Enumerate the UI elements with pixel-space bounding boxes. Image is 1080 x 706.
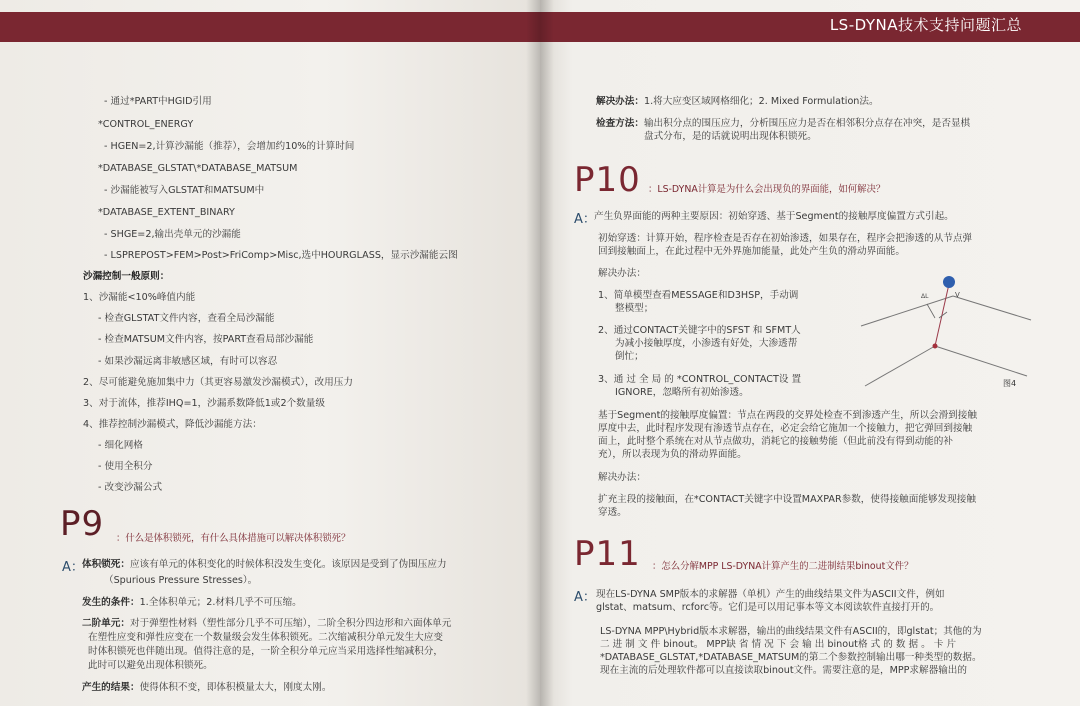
p10-seg-line: 充），所以表现为负的滑动界面能。 xyxy=(598,449,747,460)
p10-question: ：LS-DYNA计算是为什么会出现负的界面能，如何解决？ xyxy=(648,184,886,195)
p10-step: 2、通过CONTACT关键字中的SFST 和 SFMT人 xyxy=(598,325,801,336)
p10-seg-line: 基于Segment的接触厚度偏置：节点在两段的交界处检查不到渗透产生，所以会滑到接触 xyxy=(598,410,977,421)
figure-v-label: V xyxy=(955,291,960,299)
p9-second-line: 在塑性应变和弹性应变在一个数量级会发生体积锁死。二次缩减积分单元发生大应变 xyxy=(88,632,443,643)
p10-solve2-line: 扩充主段的接触面，在*CONTACT关键字中设置MAXPAR参数，使得接触面能够发现接触 xyxy=(598,494,976,505)
text-line: *DATABASE_GLSTAT\*DATABASE_MATSUM xyxy=(98,163,298,174)
section-heading: 沙漏控制一般原则： xyxy=(83,271,170,282)
rule-item: - 改变沙漏公式 xyxy=(98,482,163,493)
p10-step: 为减小接触厚度，小渗透有好处，大渗透帮 xyxy=(615,338,798,349)
figure-segment-line xyxy=(953,296,1031,320)
rule-item: - 细化网格 xyxy=(98,440,143,451)
left-header-band xyxy=(0,12,540,42)
check-line: 盘式分布，是的话就说明出现体积锁死。 xyxy=(644,131,817,142)
p11-answer-line: glstat、matsum、rcforc等。它们是可以用记事本等文本阅读软件直接打开的。 xyxy=(596,602,940,613)
figure-node-icon xyxy=(943,276,955,288)
p9-answer-marker: A： xyxy=(62,560,84,575)
figure-arrow xyxy=(939,312,947,318)
p9-answer-label: 体积锁死： xyxy=(82,559,130,570)
p10-step: IGNORE，忽略所有初始渗透。 xyxy=(615,387,749,398)
p11-mpp-line: LS-DYNA MPP\Hybrid版本求解器，输出的曲线结果文件有ASCII的，即glstat；其他的为 xyxy=(600,626,982,637)
p10-solve2-line: 穿透。 xyxy=(598,507,627,518)
p9-cond-text: 1.全体积单元；2.材料几乎不可压缩。 xyxy=(139,597,302,608)
rule-item: - 检查MATSUM文件内容，按PART查看局部沙漏能 xyxy=(98,334,314,345)
p10-seg-line: 厚度中去，此时程序发现有渗透节点存在，必定会给它施加一个接触力，把它弹回到接触 xyxy=(598,423,973,434)
text-line: - HGEN=2,计算沙漏能（推荐），会增加约10%的计算时间 xyxy=(104,141,355,152)
p10-step: 3、通 过 全 局 的 *CONTROL_CONTACT设 置 xyxy=(598,374,802,385)
p10-step: 倒忙； xyxy=(615,351,644,362)
figure-delta-label: ΔL xyxy=(921,293,929,300)
text-line: - LSPREPOST>FEM>Post>FriComp>Misc,选中HOURGLASS，显示沙漏能云图 xyxy=(104,250,458,261)
text-line: - 通过*PART中HGID引用 xyxy=(104,96,212,107)
p11-number: P11 xyxy=(574,534,641,574)
p9-second-line: 对于弹塑性材料（塑性部分几乎不可压缩），二阶全积分四边形和六面体单元 xyxy=(129,618,452,629)
p10-number: P10 xyxy=(574,160,641,200)
figure-arrow xyxy=(927,304,935,318)
solve-text: 1.将大应变区域网格细化；2. Mixed Formulation法。 xyxy=(643,96,879,107)
p9-question: ：什么是体积锁死，有什么具体措施可以解决体积锁死？ xyxy=(116,533,351,544)
page-header-title: LS-DYNA技术支持问题汇总 xyxy=(829,16,1022,34)
figure-segment-line xyxy=(935,346,1027,376)
p9-number: P9 xyxy=(60,504,105,544)
rule-item: - 检查GLSTAT文件内容，查看全局沙漏能 xyxy=(98,313,275,324)
p9-second-line: 此时可以避免出现体积锁死。 xyxy=(88,660,213,671)
text-line: - 沙漏能被写入GLSTAT和MATSUM中 xyxy=(104,185,265,196)
p9-answer-line: （Spurious Pressure Stresses）。 xyxy=(104,575,258,586)
rule-item: - 如果沙漏远离非敏感区域，有时可以容忍 xyxy=(98,356,278,367)
p9-answer-line: 应该有单元的体积变化的时候体积没发生变化。该原因是受到了伪围压应力 xyxy=(129,559,447,570)
p10-solve2-title: 解决办法： xyxy=(598,472,646,483)
figure-segment-line xyxy=(861,296,953,326)
text-line: *DATABASE_EXTENT_BINARY xyxy=(98,207,235,218)
p10-answer-first: 产生负界面能的两种主要原因：初始穿透、基于Segment的接触厚度偏置方式引起。 xyxy=(594,211,954,222)
check-line: 输出积分点的围压应力，分析围压应力是否在相邻积分点存在冲突，是否显棋 xyxy=(643,118,971,129)
contact-figure xyxy=(855,268,1035,398)
p10-answer-marker: A： xyxy=(574,212,596,227)
text-line: *CONTROL_ENERGY xyxy=(98,119,194,130)
solve-label: 解决办法： xyxy=(596,96,644,107)
p9-result-label: 产生的结果： xyxy=(82,682,140,693)
p11-mpp-line: 二 进 制 文 件 binout。 MPP缺 省 情 况 下 会 输 出 binout格 式 的 数 据 。 卡 片 xyxy=(600,639,957,650)
figure-contact-point xyxy=(933,344,938,349)
p9-result-text: 使得体积不变，即体积模量太大，刚度太刚。 xyxy=(139,682,332,693)
p10-step: 整模型； xyxy=(615,303,654,314)
p11-answer-marker: A： xyxy=(574,590,596,605)
text-line: - SHGE=2,输出壳单元的沙漏能 xyxy=(104,229,241,240)
rule-item: 4、推荐控制沙漏模式，降低沙漏能方法： xyxy=(83,419,262,430)
p9-second-label: 二阶单元： xyxy=(82,618,130,629)
figure-normal-line xyxy=(935,284,949,346)
p11-question: ：怎么分解MPP LS-DYNA计算产生的二进制结果binout文件？ xyxy=(652,561,914,572)
right-page xyxy=(540,0,1080,706)
book-gutter-shadow xyxy=(526,0,554,706)
p10-seg-line: 面上，此时整个系统在对从节点做功，消耗它的接触势能（但此前没有得到动能的补 xyxy=(598,436,953,447)
p10-solve-title: 解决办法： xyxy=(598,268,646,279)
p9-second-line: 时体积锁死也伴随出现。值得注意的是，一阶全积分单元应当采用选择性缩减积分， xyxy=(88,646,443,657)
check-label: 检查方法： xyxy=(596,118,644,129)
rule-item: 3、对于流体，推荐IHQ=1，沙漏系数降低1或2个数量级 xyxy=(83,398,325,409)
p10-step: 1、简单模型查看MESSAGE和D3HSP，手动调 xyxy=(598,290,799,301)
rule-item: 2、尽可能避免施加集中力（其更容易激发沙漏模式），改用压力 xyxy=(83,377,353,388)
p11-answer-line: 现在LS-DYNA SMP版本的求解器（单机）产生的曲线结果文件为ASCII文件，例如 xyxy=(596,589,945,600)
p9-cond-label: 发生的条件： xyxy=(82,597,140,608)
figure-caption: 图4 xyxy=(1003,379,1017,388)
figure-segment-line xyxy=(865,346,935,386)
rule-item: 1、沙漏能<10%峰值内能 xyxy=(83,292,196,303)
p11-mpp-line: 现在主流的后处理软件都可以直接读取binout文件。需要注意的是，MPP求解器输出的 xyxy=(600,665,967,676)
p11-mpp-line: *DATABASE_GLSTAT,*DATABASE_MATSUM的第二个参数控制输出哪一种类型的数据。 xyxy=(600,652,982,663)
rule-item: - 使用全积分 xyxy=(98,461,153,472)
p10-init-line: 初始穿透：计算开始，程序检查是否存在初始渗透，如果存在，程序会把渗透的从节点弹 xyxy=(598,233,973,244)
p10-init-line: 回到接触面上，在此过程中无外界施加能量，此处产生负的滑动界面能。 xyxy=(598,246,905,257)
